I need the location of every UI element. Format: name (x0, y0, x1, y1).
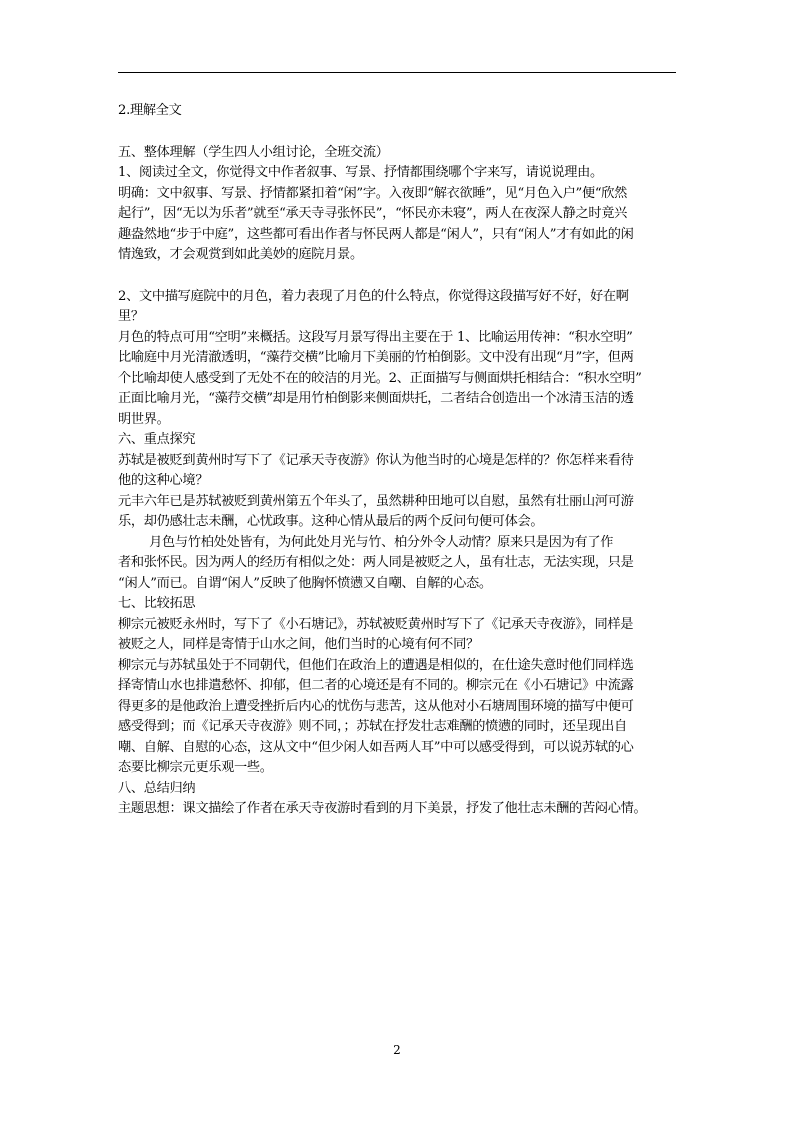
section6-answer-line: 元丰六年已是苏轼被贬到黄州第五个年头了，虽然耕种田地可以自慰，虽然有壮丽山河可游 (118, 493, 634, 509)
page-body (118, 101, 680, 820)
spacer (118, 266, 680, 287)
section7-question-line: 被贬之人，同样是寄情于山水之间，他们当时的心境有何不同？ (118, 637, 479, 652)
section7-question-line: 柳宗元被贬永州时，写下了《小石塘记》，苏轼被贬黄州时写下了《记承天寺夜游》，同样是 (118, 616, 634, 632)
answer-1-line: 起行”，因“无以为乐者”就至“承天寺寻张怀民”，“怀民亦未寝”，两人在夜深人静之时竟兴 (118, 206, 628, 221)
section7-answer-line: 柳宗元与苏轼虽处于不同朝代，但他们在政治上的遭遇是相似的，在仕途失意时他们同样选 (118, 657, 634, 673)
section6-heading: 六、重点探究 (118, 432, 196, 447)
section6-answer-line: 乐，却仍感壮志未酬，心忧政事。这种心情从最后的两个反问句便可体会。 (118, 514, 544, 529)
theme-statement: 主题思想：课文描绘了作者在承天寺夜游时看到的月下美景，抒发了他壮志未酬的苦闷心情。 (118, 801, 647, 816)
section6-answer-line: 月色与竹柏处处皆有，为何此处月光与竹、柏分外令人动情？原来只是因为有了作 (118, 534, 614, 550)
section6-answer-line: “闲人”而已。自谓“闲人”反映了他胸怀愤懑又自嘲、自解的心态。 (118, 575, 492, 591)
header-rule (118, 72, 676, 73)
spacer (118, 122, 680, 143)
section7-answer-line: 得更多的是他政治上遭受挫折后内心的忧伤与悲苦，这从他对小石塘周围环境的描写中便可 (118, 698, 634, 714)
section6-answer-line: 者和张怀民。因为两人的经历有相似之处：两人同是被贬之人，虽有壮志，无法实现，只是 (118, 555, 634, 570)
answer-2-line: 月色的特点可用“空明”来概括。这段写月景写得出主要在于 1、比喻运用传神：“积水空明” (118, 329, 633, 345)
page-number: 2 (393, 1043, 401, 1057)
question-1: 1、阅读过全文，你觉得文中作者叙事、写景、抒情都围绕哪个字来写，请说说理由。 (118, 165, 603, 180)
section-heading-understand: 2.理解全文 (118, 103, 182, 118)
section6-question-line: 苏轼是被贬到黄州时写下了《记承天寺夜游》你认为他当时的心境是怎样的？你怎样来看待 (118, 452, 634, 468)
answer-1-line: 趣盎然地“步于中庭”，这些都可看出作者与怀民两人都是“闲人”，只有“闲人”才有如此的闲 (118, 226, 634, 242)
section5-heading: 五、整体理解（学生四人小组讨论，全班交流） (118, 144, 389, 160)
section6-question-line: 他的这种心境？ (118, 473, 209, 488)
section7-heading: 七、比较拓思 (118, 596, 196, 611)
answer-2-line: 明世界。 (118, 411, 170, 427)
section7-answer-line: 择寄情山水也排遣愁怀、抑郁，但二者的心境还是有不同的。柳宗元在《小石塘记》中流露 (118, 678, 634, 693)
section7-answer-line: 嘲、自解、自慰的心态，这从文中“但少闲人如吾两人耳”中可以感受得到，可以说苏轼的心 (118, 739, 634, 755)
answer-2-line: 比喻庭中月光清澈透明，“藻荇交横”比喻月下美丽的竹柏倒影。文中没有出现“月”字，但两 (118, 350, 634, 365)
answer-2-line: 正面比喻月光，“藻荇交横”却是用竹柏倒影来侧面烘托，二者结合创造出一个冰清玉洁的透 (118, 391, 634, 406)
section7-answer-line: 感受得到；而《记承天寺夜游》则不同，；苏轼在抒发壮志难酬的愤懑的同时，还呈现出自 (118, 719, 627, 734)
answer-1-line: 明确：文中叙事、写景、抒情都紧扣着“闲”字。入夜即“解衣欲睡”，见“月色入户”便“欣然 (118, 185, 628, 201)
question-2-line: 2、文中描写庭院中的月色，着力表现了月色的什么特点，你觉得这段描写好不好，好在啊 (118, 288, 629, 304)
question-2-line: 里？ (118, 309, 144, 324)
section7-answer-line: 态要比柳宗元更乐观一些。 (118, 760, 273, 775)
section8-heading: 八、总结归纳 (118, 780, 196, 796)
answer-2-line: 个比喻却使人感受到了无处不在的皎洁的月光。2、正面描写与侧面烘托相结合：“积水空明” (118, 370, 642, 386)
answer-1-line: 情逸致，才会观赏到如此美妙的庭院月景。 (118, 247, 363, 262)
